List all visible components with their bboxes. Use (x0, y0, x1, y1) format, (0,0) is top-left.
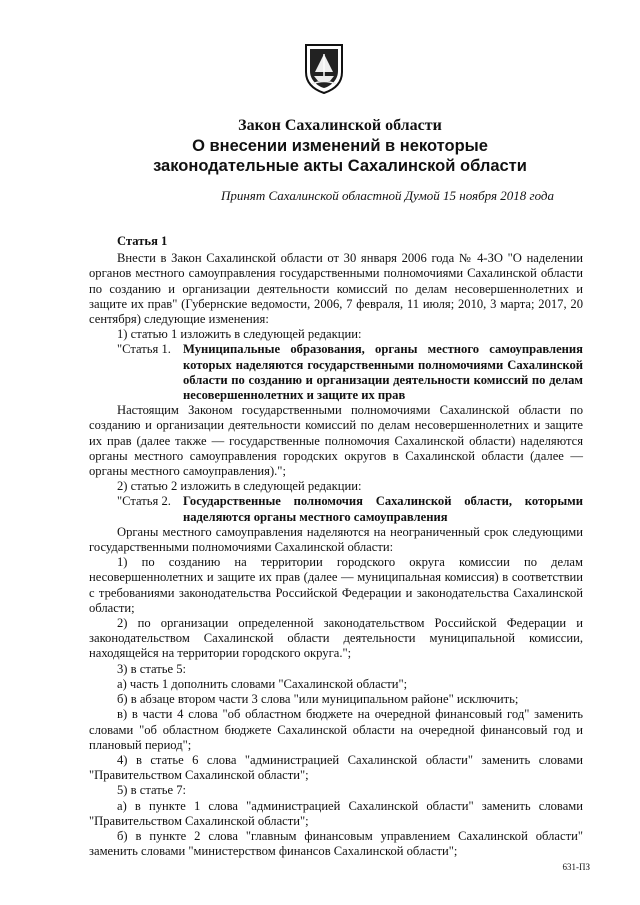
item-4: 4) в статье 6 слова "администрацией Сахалинской области" заменить словами "Правительством Сахалинской области"; (89, 752, 583, 783)
item-3b: б) в абзаце втором части 3 слова "или муниципальном районе" исключить; (117, 692, 519, 707)
statute-2-block (89, 494, 583, 524)
law-title: Закон Сахалинской области (238, 117, 442, 134)
coat-of-arms-icon (303, 42, 345, 94)
statute-2-point-2: 2) по организации определенной законодательством Российской Федерации и законодательством Сахалинской области деятельности муниципальной комиссии, находящейся на территории городского округа."; (89, 616, 583, 661)
item-3a: а) часть 1 дополнить словами "Сахалинской области"; (117, 676, 408, 691)
article-heading: Статья 1 (117, 234, 168, 248)
adoption-note: Принят Сахалинской областной Думой 15 ноября 2018 года (220, 188, 554, 203)
statute-1-text: Настоящим Законом государственными полномочиями Сахалинской области по созданию и организации деятельности комиссий по делам несовершеннолетних и защите их прав (далее также — государственные полномочия Сахалинской области) наделяются органы местного самоуправления городских округов в Сахалинской области (далее — органы местного самоуправления)."; (89, 403, 583, 479)
statute-1-block (89, 342, 583, 403)
law-subtitle-line-1: О внесении изменений в некоторые (192, 137, 488, 155)
statute-2-point-1: 1) по созданию на территории городского округа комиссии по делам несовершеннолетних и защите их прав (далее — муниципальная комиссия) в соответствии с требованиями законодательства Российской Федерации и законодательства Сахалинской области; (89, 555, 583, 615)
article-intro: Внести в Закон Сахалинской области от 30 января 2006 года № 4-ЗО "О наделении органов местного самоуправления государственными полномочиями Сахалинской области по созданию и организации деятельности комиссий по делам несовершеннолетних и защите их прав" (Губернские ведомости, 2006, 7 февраля, 11 июля; 2010, 3 марта; 2017, 20 сентября) следующие изменения: (89, 251, 583, 327)
document-body (89, 234, 583, 859)
item-5b: б) в пункте 2 слова "главным финансовым управлением Сахалинской области" заменить словами "министерством финансов Сахалинской области"; (89, 828, 583, 859)
item-5: 5) в статье 7: (117, 783, 187, 798)
item-5a: а) в пункте 1 слова "администрацией Сахалинской области" заменить словами "Правительством Сахалинской области"; (89, 798, 583, 828)
item-3: 3) в статье 5: (117, 661, 187, 676)
statute-1-title: Муниципальные образования, органы местного самоуправления которых наделяются государственными полномочиями Сахалинской области по созданию и организации деятельности комиссий по делам несовершеннолетних и защите их прав (183, 342, 583, 403)
item-3c: в) в части 4 слова "об областном бюджете на очередной финансовый год" заменить словами "об областном бюджете Сахалинской области на очередной финансовый год и плановый период"; (89, 707, 583, 752)
item-2-intro: 2) статью 2 изложить в следующей редакции: (117, 479, 362, 494)
statute-1-label: "Статья 1. (117, 342, 171, 357)
law-subtitle-line-2: законодательные акты Сахалинской области (153, 157, 527, 175)
statute-2-text: Органы местного самоуправления наделяются на неограниченный срок следующими государственными полномочиями Сахалинской области: (89, 524, 583, 555)
statute-2-label: "Статья 2. (117, 494, 171, 509)
statute-2-title: Государственные полномочия Сахалинской области, которыми наделяются органы местного самоуправления (183, 494, 583, 524)
document-code: 631-ПЗ (562, 862, 590, 872)
item-1-intro: 1) статью 1 изложить в следующей редакции: (117, 327, 362, 342)
